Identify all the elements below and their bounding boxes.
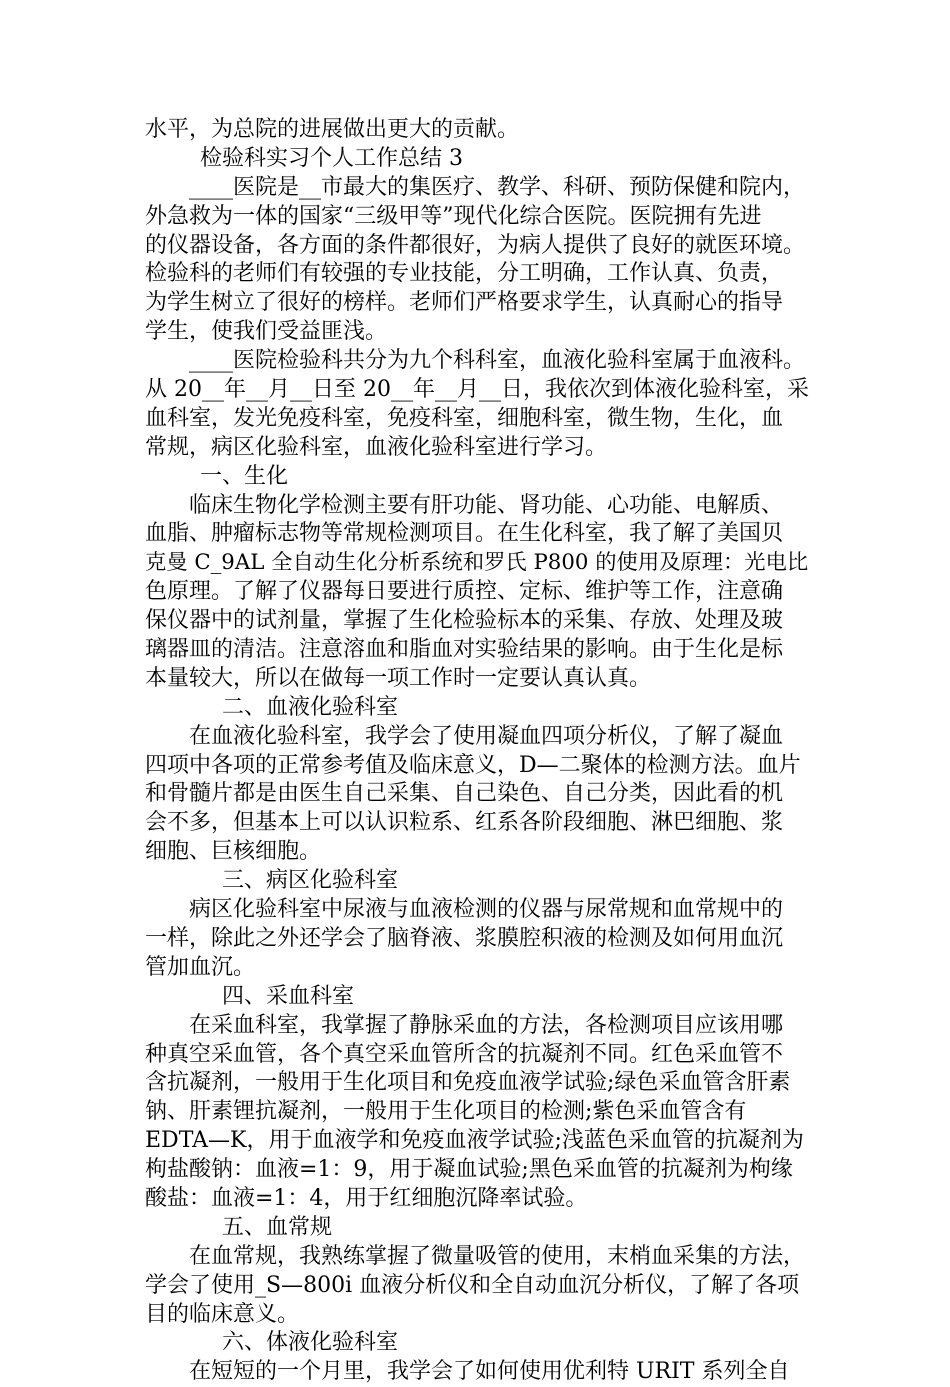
paragraph-line: 在短短的一个月里，我学会了如何使用优利特 URIT 系列全自 xyxy=(145,1359,790,1385)
paragraph-line: 检验科的老师们有较强的专业技能，分工明确，工作认真、负责， xyxy=(145,261,784,287)
paragraph-line: 水平，为总院的进展做出更大的贡献。 xyxy=(145,117,520,142)
section-heading: 五、血常规 xyxy=(200,1214,333,1240)
paragraph-line: 四项中各项的正常参考值及临床意义，D—二聚体的检测方法。血片 xyxy=(145,752,801,778)
paragraph-line: 血脂、肿瘤标志物等常规检测项目。在生化科室，我了解了美国贝 xyxy=(145,521,784,547)
paragraph-line: 璃器皿的清洁。注意溶血和脂血对实验结果的影响。由于生化是标 xyxy=(145,637,784,663)
paragraph-line: 种真空采血管，各个真空采血管所含的抗凝剂不同。红色采血管不 xyxy=(145,1041,784,1067)
paragraph-line: 钠、肝素锂抗凝剂，一般用于生化项目的检测;紫色采血管含有 xyxy=(145,1099,747,1125)
paragraph-line: 临床生物化学检测主要有肝功能、肾功能、心功能、电解质、 xyxy=(145,492,784,518)
section-heading: 六、体液化验科室 xyxy=(200,1330,399,1356)
paragraph-line: 的仪器设备，各方面的条件都很好，为病人提供了良好的就医环境。 xyxy=(145,232,806,258)
section-heading: 三、病区化验科室 xyxy=(200,868,399,894)
paragraph-line: 一样，除此之外还学会了脑脊液、浆膜腔积液的检测及如何用血沉 xyxy=(145,925,784,951)
paragraph-line: 本量较大，所以在做每一项工作时一定要认真认真。 xyxy=(145,665,652,691)
paragraph-line: 为学生树立了很好的榜样。老师们严格要求学生，认真耐心的指导 xyxy=(145,290,784,316)
paragraph-line: ____医院是__市最大的集医疗、教学、科研、预防保健和院内， xyxy=(145,174,806,200)
paragraph-line: 血科室，发光免疫科室，免疫科室，细胞科室，微生物，生化，血 xyxy=(145,405,784,431)
paragraph-line: 细胞、巨核细胞。 xyxy=(145,839,322,865)
paragraph-line: 在血常规，我熟练掌握了微量吸管的使用，末梢血采集的方法， xyxy=(145,1243,806,1269)
paragraph-line: 色原理。了解了仪器每日要进行质控、定标、维护等工作，注意确 xyxy=(145,579,784,605)
paragraph-line: 在采血科室，我掌握了静脉采血的方法，各检测项目应该用哪 xyxy=(145,1012,784,1038)
section-heading: 四、采血科室 xyxy=(200,983,355,1009)
section-heading: 二、血液化验科室 xyxy=(200,694,399,720)
section-heading: 一、生化 xyxy=(200,463,289,489)
paragraph-line: 学生，使我们受益匪浅。 xyxy=(145,319,388,345)
paragraph-line: 和骨髓片都是由医生自己采集、自己染色、自己分类，因此看的机 xyxy=(145,781,784,807)
paragraph-line: 枸盐酸钠：血液=1：9，用于凝血试验;黑色采血管的抗凝剂为枸缘 xyxy=(145,1157,793,1183)
paragraph-line: 酸盐：血液=1：4，用于红细胞沉降率试验。 xyxy=(145,1185,588,1211)
document-page xyxy=(145,116,815,1387)
paragraph-line: 在血液化验科室，我学会了使用凝血四项分析仪，了解了凝血 xyxy=(145,723,784,749)
paragraph-line: 目的临床意义。 xyxy=(145,1301,300,1327)
paragraph-line: 常规，病区化验科室，血液化验科室进行学习。 xyxy=(145,434,608,460)
paragraph-line: 保仪器中的试剂量，掌握了生化检验标本的采集、存放、处理及玻 xyxy=(145,608,784,634)
paragraph-line: 从 20__年__月__日至 20__年__月__日，我依次到体液化验科室，采 xyxy=(145,377,809,403)
paragraph-line: EDTA—K，用于血液学和免疫血液学试验;浅蓝色采血管的抗凝剂为 xyxy=(145,1128,804,1154)
paragraph-line: 管加血沉。 xyxy=(145,954,256,980)
paragraph-line: 外急救为一体的国家“三级甲等”现代化综合医院。医院拥有先进 xyxy=(145,203,762,229)
paragraph-line: 会不多，但基本上可以认识粒系、红系各阶段细胞、淋巴细胞、浆 xyxy=(145,810,784,836)
paragraph-line: 学会了使用_S—800i 血液分析仪和全自动血沉分析仪，了解了各项 xyxy=(145,1272,800,1298)
paragraph-line: 含抗凝剂，一般用于生化项目和免疫血液学试验;绿色采血管含肝素 xyxy=(145,1070,791,1096)
paragraph-line: 克曼 C_9AL 全自动生化分析系统和罗氏 P800 的使用及原理：光电比 xyxy=(145,550,809,576)
paragraph-line: ____医院检验科共分为九个科科室，血液化验科室属于血液科。 xyxy=(145,348,806,374)
paragraph-line: 病区化验科室中尿液与血液检测的仪器与尿常规和血常规中的 xyxy=(145,897,784,923)
section-heading: 检验科实习个人工作总结 3 xyxy=(200,145,463,171)
